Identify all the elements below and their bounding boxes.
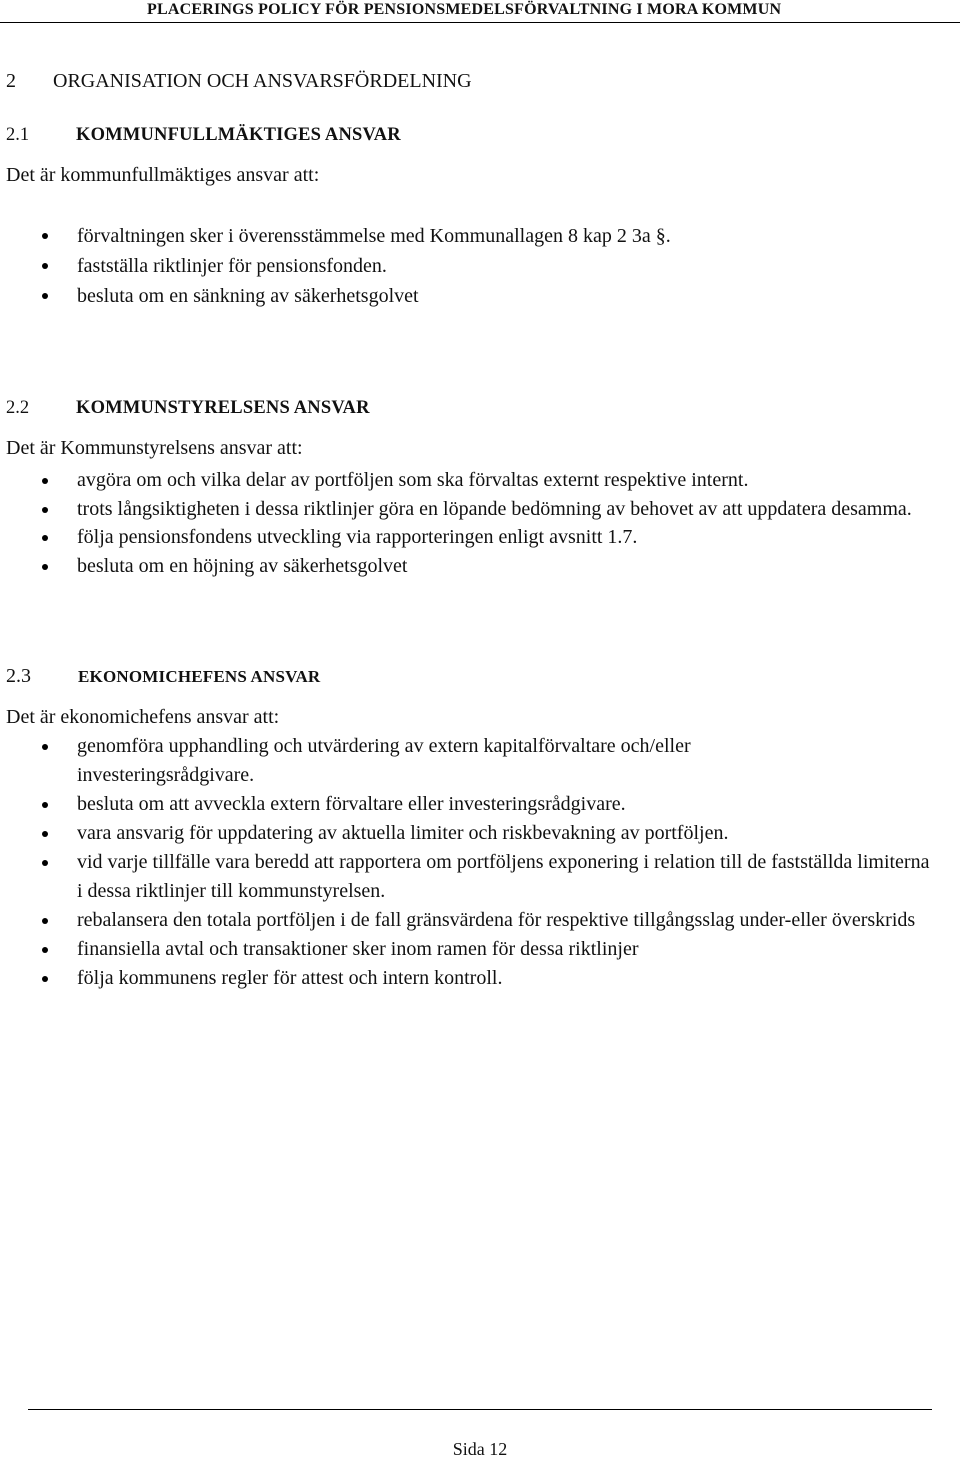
document-title: PLACERINGS POLICY FÖR PENSIONSMEDELSFÖRVALTNING I MORA KOMMUN (147, 1, 782, 18)
list-item: förvaltningen sker i överensstämmelse med Kommunallagen 8 kap 2 3a §. (6, 221, 954, 251)
section-title: KOMMUNFULLMÄKTIGES ANSVAR (76, 125, 401, 145)
list-item: finansiella avtal och transaktioner sker inom ramen för dessa riktlinjer (6, 935, 954, 964)
bullet-list-2-3 (6, 732, 954, 993)
page-number: Sida 12 (452, 1439, 508, 1459)
chapter-title: ORGANISATION OCH ANSVARSFÖRDELNING (53, 70, 472, 92)
list-item: trots långsiktigheten i dessa riktlinjer göra en löpande bedömning av behovet av att uppdatera desamma. (6, 495, 954, 524)
bullet-list-2-1 (6, 221, 954, 311)
section-title: EKONOMICHEFENS ANSVAR (78, 667, 321, 686)
section-heading-2-3 (6, 665, 320, 688)
chapter-number: 2 (6, 70, 16, 92)
section-title: KOMMUNSTYRELSENS ANSVAR (76, 398, 370, 418)
list-item: rebalansera den totala portföljen i de fall gränsvärdena för respektive tillgångsslag under-eller överskrids (6, 906, 954, 935)
section-number: 2.2 (6, 398, 30, 418)
list-item: besluta om en sänkning av säkerhetsgolvet (6, 281, 954, 311)
section-heading-2-1 (6, 125, 401, 146)
page-header (0, 0, 960, 23)
footer-divider (28, 1409, 932, 1410)
chapter-heading (6, 70, 472, 93)
section-heading-2-2 (6, 398, 370, 419)
list-item: fastställa riktlinjer för pensionsfonden. (6, 251, 954, 281)
section-intro: Det är kommunfullmäktiges ansvar att: (6, 164, 320, 186)
list-item: besluta om en höjning av säkerhetsgolvet (6, 552, 954, 581)
section-intro: Det är ekonomichefens ansvar att: (6, 706, 280, 728)
list-item: genomföra upphandling och utvärdering av extern kapitalförvaltare och/eller investeringsrådgivare. (6, 732, 954, 790)
list-item: besluta om att avveckla extern förvaltare eller investeringsrådgivare. (6, 790, 954, 819)
bullet-list-2-2 (6, 466, 954, 581)
list-item: vara ansvarig för uppdatering av aktuella limiter och riskbevakning av portföljen. (6, 819, 954, 848)
section-number: 2.3 (6, 665, 31, 687)
list-item: följa kommunens regler för attest och intern kontroll. (6, 964, 954, 993)
list-item: avgöra om och vilka delar av portföljen som ska förvaltas externt respektive internt. (6, 466, 954, 495)
list-item: vid varje tillfälle vara beredd att rapportera om portföljens exponering i relation till de fastställda limiterna i dessa riktlinjer till kommunstyrelsen. (6, 848, 954, 906)
section-intro: Det är Kommunstyrelsens ansvar att: (6, 437, 303, 459)
section-number: 2.1 (6, 125, 30, 145)
list-item: följa pensionsfondens utveckling via rapporteringen enligt avsnitt 1.7. (6, 523, 954, 552)
